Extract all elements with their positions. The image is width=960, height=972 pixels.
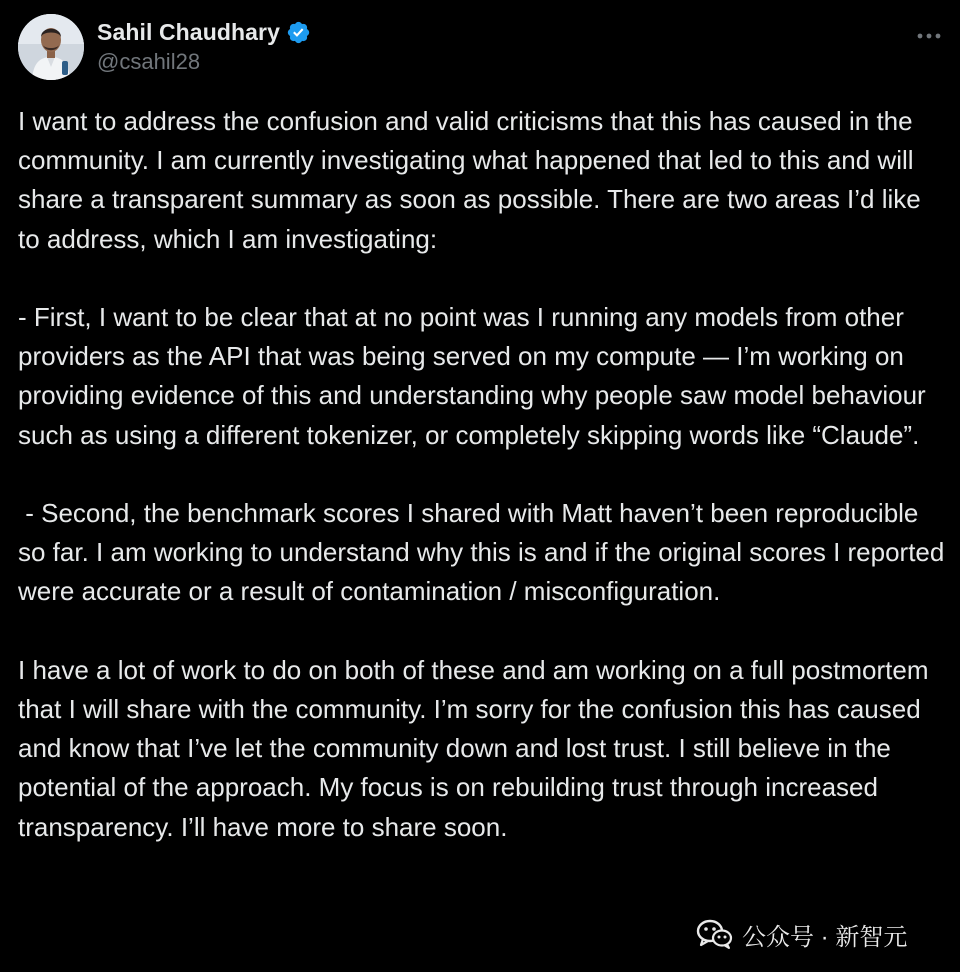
- tweet-paragraph: - First, I want to be clear that at no point was I running any models from other providers as the API that was being served on my compute — I’m working on providing evidence of this and understanding why people saw model behaviour such as using a different tokenizer, or completely skipping words like “Claude”.: [18, 302, 933, 450]
- more-horizontal-icon[interactable]: [916, 28, 942, 38]
- watermark-text: 公众号 · 新智元: [742, 923, 908, 951]
- display-name[interactable]: Sahil Chaudhary: [97, 18, 280, 45]
- watermark: [696, 914, 907, 954]
- tweet-paragraph: I want to address the confusion and valid criticisms that this has caused in the community. I am currently investigating what happened that led to this and will share a transparent summary as soon as possible. There are two areas I’d like to address, which I am investigating:: [18, 106, 928, 254]
- avatar[interactable]: [18, 14, 84, 80]
- tweet-text: [18, 102, 952, 847]
- display-name-row: [97, 16, 311, 48]
- tweet-header: [18, 14, 948, 84]
- tweet-paragraph: - Second, the benchmark scores I shared with Matt haven’t been reproducible so far. I am working to understand why this is and if the original scores I reported were accurate or a result of contamination / misconfiguration.: [18, 498, 952, 607]
- wechat-icon: [696, 918, 734, 950]
- avatar-photo: [18, 14, 84, 80]
- tweet-paragraph: I have a lot of work to do on both of these and am working on a full postmortem that I will share with the community. I’m sorry for the confusion this has caused and know that I’ve let the community down and lost trust. I still believe in the potential of the approach. My focus is on rebuilding trust through increased transparency. I’ll have more to share soon.: [18, 654, 936, 842]
- author-handle[interactable]: @csahil28: [97, 49, 201, 74]
- author-names: [97, 16, 311, 75]
- verified-badge-icon[interactable]: [286, 20, 311, 45]
